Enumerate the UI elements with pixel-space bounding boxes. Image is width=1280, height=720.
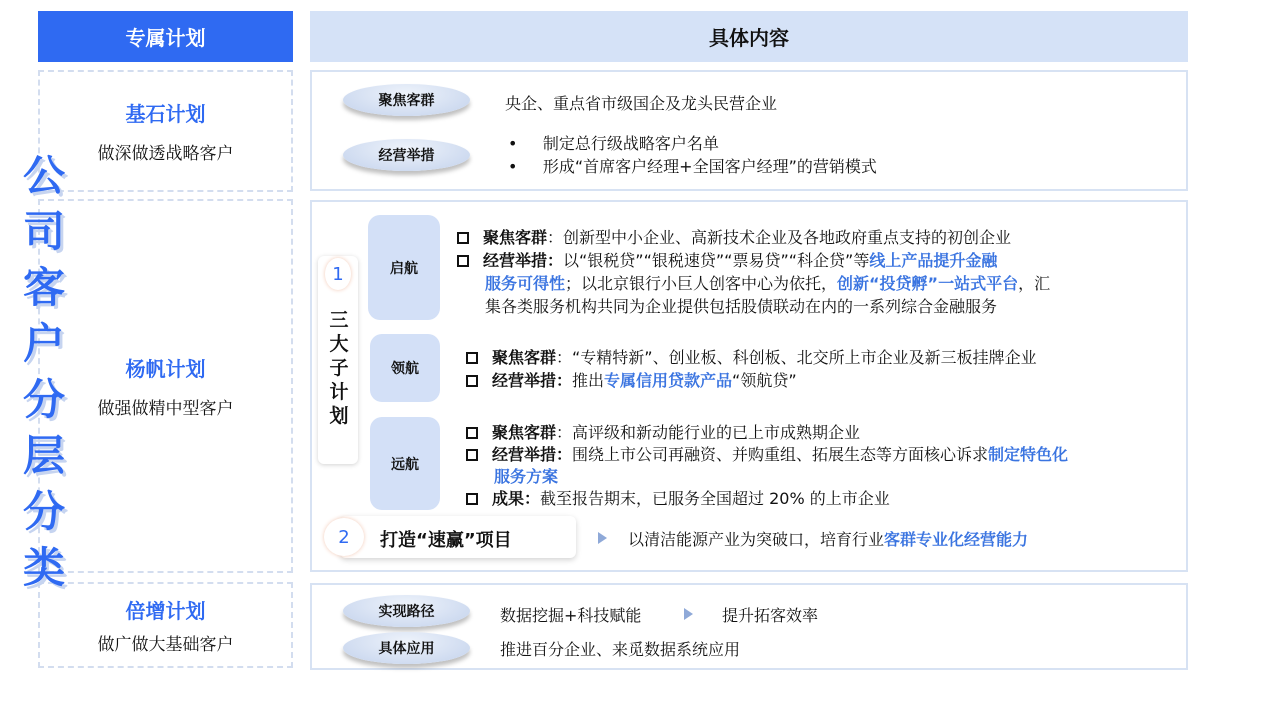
linghang-text: 聚焦客群：“专精特新”、创业板、科创板、北交所上市企业及新三板挂牌企业 经营举措：推出专属信用贷款产品“领航贷” [466,346,1037,392]
plan-desc: 做广做大基础客户 [97,635,234,655]
ops-list [508,132,877,178]
project-text: 以清洁能源产业为突破口，培育行业客群专业化经营能力 [628,530,1029,549]
checkbox-icon [466,449,478,461]
arrow-right-icon [598,532,607,544]
side-title: 公司客户分层分类 [22,151,65,592]
focus-text: 央企、重点省市级国企及龙头民营企业 [505,94,778,113]
number-badge: 2 [324,518,364,556]
focus-pill: 聚焦客群 [343,84,470,116]
plan-desc: 做深做透战略客户 [97,144,234,164]
header-plan: 专属计划 [38,11,293,62]
block-yuanhang: 远航 [370,417,440,510]
checkbox-icon [466,427,478,439]
checkbox-icon [457,232,469,244]
list-item: • 形成“首席客户经理+全国客户经理”的营销模式 [508,157,877,176]
plan-title: 基石计划 [125,102,206,126]
arrow-right-icon [684,608,693,620]
list-item: • 制定总行级战略客户名单 [508,134,719,153]
path-text: 数据挖掘+科技赋能 [500,606,642,625]
number-badge: 1 [325,258,351,290]
qihang-text: 聚焦客群：创新型中小企业、高新技术企业及各地政府重点支持的初创企业 经营举措：以“银税贷”“银税速贷”“票易贷”“科企贷”等线上产品提升金融 服务可得性；以北京银行小巨人创客中心为依托，创新“投贷孵”一站式平台，汇 集各类服务机构共同为企业提供包括股债联动在内的一系列综合金融服务 [457,226,1157,318]
checkbox-icon [457,255,469,267]
plan-yangfan [38,199,293,573]
plan-title: 倍增计划 [125,599,206,623]
checkbox-icon [466,375,478,387]
app-pill: 具体应用 [343,632,470,664]
checkbox-icon [466,493,478,505]
block-qihang: 启航 [368,215,440,320]
checkbox-icon [466,352,478,364]
yuanhang-text: 聚焦客群：高评级和新动能行业的已上市成熟期企业 经营举措：围绕上市公司再融资、并购重组、拓展生态等方面核心诉求制定特色化 服务方案 成果：截至报告期末，已服务全国超过 20% 的上市企业 [466,422,1068,510]
app-text: 推进百分企业、来觅数据系统应用 [500,640,741,659]
sub-plan-title: 三大子计划 [329,309,349,427]
plan-beizeng [38,582,293,668]
plan-desc: 做强做精中型客户 [97,399,234,419]
path-pill: 实现路径 [343,595,470,627]
path-result: 提升拓客效率 [722,606,819,625]
project-title: 打造“速赢”项目 [380,530,512,551]
plan-jishi [38,70,293,192]
block-linghang: 领航 [370,334,440,402]
ops-pill: 经营举措 [343,139,470,171]
header-content: 具体内容 [310,11,1188,62]
plan-title: 杨帆计划 [125,357,206,381]
